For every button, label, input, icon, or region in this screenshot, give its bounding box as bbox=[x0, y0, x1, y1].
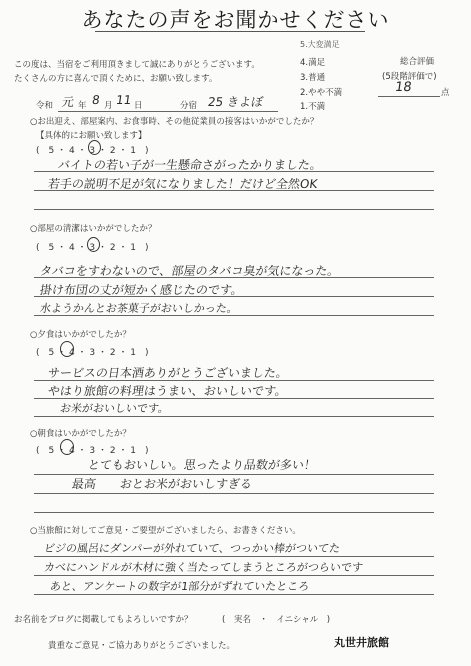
rating-sub: (5段階評価で) bbox=[382, 72, 437, 82]
month-value: 8 bbox=[91, 93, 101, 107]
q3-selected-circle bbox=[60, 341, 74, 357]
intro-line-2: たくさんの方に喜んで頂くために、お願い致します。 bbox=[14, 74, 218, 84]
q3-text: ○夕食はいかがでしたか？ bbox=[30, 330, 131, 340]
intro-line-1: この度は、当宿をご利用頂きまして誠にありがとうございます。 bbox=[14, 60, 260, 70]
q1-scale: ( 5 ・ 4 ・ 3 ・ 2 ・ 1 ) bbox=[36, 146, 149, 156]
q1-line-3 bbox=[34, 209, 434, 210]
q1-answer-1: バイトの若い子が一生懸命さがったかりました。 bbox=[56, 158, 323, 172]
blog-question: お名前をブログに掲載してもよろしいですか？ bbox=[14, 615, 193, 625]
q4-scale: ( 5 ・ 4 ・ 3 ・ 2 ・ 1 ) bbox=[36, 446, 149, 456]
q5-text: ○当旅館に対してご意見・ご要望がございましたら、お書きください。 bbox=[30, 526, 301, 536]
q5-line-3 bbox=[34, 594, 434, 595]
q4-line-2 bbox=[34, 493, 434, 494]
q5-answer-1: ビジの風呂にダンパーが外れていて、つっかい棒がついてた bbox=[43, 542, 341, 555]
q2-text: ○部屋の清潔はいかがでしたか？ bbox=[30, 224, 157, 234]
q2-answer-3: 水ようかんとお茶菓子がおいしかった。 bbox=[39, 302, 239, 315]
day-value: 11 bbox=[115, 93, 133, 107]
q2-scale: ( 5 ・ 4 ・ 3 ・ 2 ・ 1 ) bbox=[36, 243, 149, 253]
q4-text: ○朝食はいかがでしたか？ bbox=[30, 429, 131, 439]
q3-answer-2: やはり旅館の料理はうまい、おいしいです。 bbox=[46, 384, 288, 398]
page-title: あなたの声をお聞かせください bbox=[81, 8, 390, 32]
era-label: 令和 bbox=[36, 101, 54, 111]
q4-answer-2: 最高 おとお米がおいしすぎる bbox=[70, 477, 253, 491]
room-value: 25 きよぼ bbox=[206, 95, 265, 109]
title-underline bbox=[95, 31, 365, 32]
q4-line-3 bbox=[34, 512, 434, 513]
year-value: 元 bbox=[60, 95, 75, 109]
year-unit: 年 bbox=[78, 101, 87, 111]
q5-answer-2: カベにハンドルが木材に強く当たってしまうところがつらいです bbox=[43, 561, 364, 574]
q1-answer-2: 若手の説明不足が気になりました！だけど全然OK bbox=[46, 177, 319, 191]
thanks-text: 貴重なご意見・ご協力ありがとうございました。 bbox=[48, 641, 236, 651]
rating-item-5: 5.大変満足 bbox=[300, 40, 340, 49]
q5-answer-3: あと、アンケートの数字が1部分がずれていたところ bbox=[49, 580, 311, 593]
q2-selected-circle bbox=[87, 237, 100, 252]
q2-answer-2: 掛け布団の丈が短かく感じたのです。 bbox=[38, 283, 244, 297]
q3-answer-1: サービスの日本酒ありがとうございました。 bbox=[46, 366, 289, 380]
visit-underline bbox=[58, 111, 278, 112]
inn-name-logo: 丸世井旅館 bbox=[334, 636, 389, 649]
q3-scale: ( 5 ・ 4 ・ 3 ・ 2 ・ 1 ) bbox=[36, 348, 149, 358]
q1-note: 【具体的にお願い致します】 bbox=[36, 131, 147, 141]
q1-text: ○お出迎え、部屋案内、お食事時、その他従業員の接客はいかがでしたか？ bbox=[30, 117, 319, 127]
score-value: 18 bbox=[393, 80, 413, 95]
q5-line-1 bbox=[34, 556, 434, 557]
q2-answer-1: タバコをすわないので、部屋のタバコ臭が気になった。 bbox=[38, 264, 341, 278]
q3-line-3 bbox=[34, 416, 434, 417]
q1-selected-circle bbox=[88, 140, 101, 155]
rating-header: 総合評価 bbox=[400, 57, 435, 67]
q4-answer-1: とてもおいしい。思ったより品数が多い！ bbox=[86, 458, 317, 472]
rating-item-3: 3.普通 bbox=[300, 73, 326, 83]
score-unit: 点 bbox=[441, 88, 450, 98]
room-label: 分宿 bbox=[180, 101, 198, 111]
rating-item-2: 2.やや不満 bbox=[300, 88, 343, 98]
q3-answer-3: お米がおいしいです。 bbox=[59, 402, 170, 415]
day-unit: 日 bbox=[134, 101, 143, 111]
blog-options: ( 実名 ・ イニシャル ) bbox=[222, 615, 331, 625]
q4-selected-circle bbox=[60, 439, 74, 455]
rating-item-1: 1.不満 bbox=[300, 102, 326, 112]
q5-line-2 bbox=[34, 575, 434, 576]
month-unit: 月 bbox=[104, 101, 113, 111]
rating-item-4: 4.満足 bbox=[300, 58, 326, 68]
